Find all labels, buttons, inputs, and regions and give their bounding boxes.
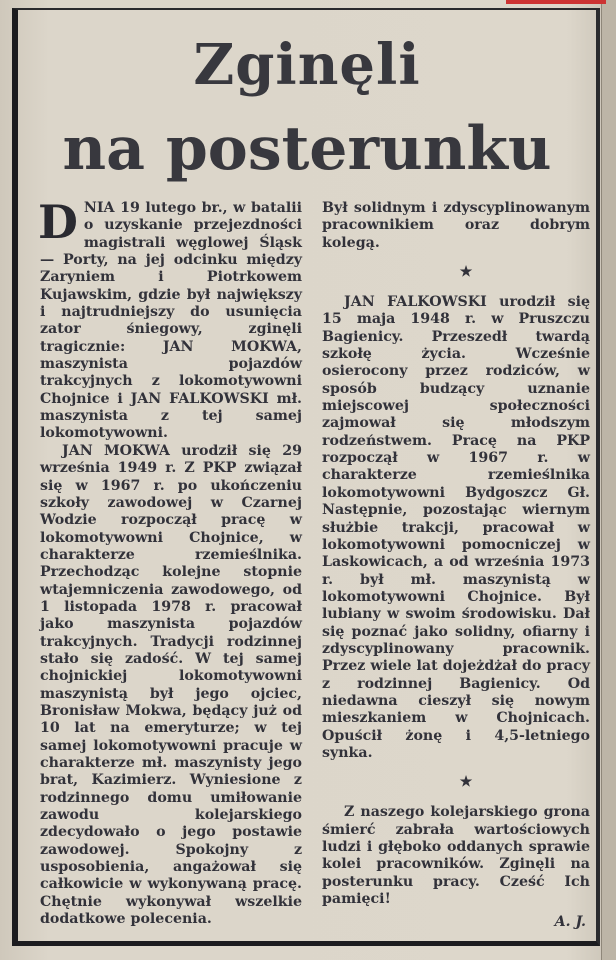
right-paragraph-3: Z naszego kolejarskiego grona śmierć zabrała wartościowych ludzi i głęboko oddanych sprawie kolei pracowników. Zginęli na posterunku pracy. Cześć Ich pamięci! bbox=[322, 804, 590, 908]
left-paragraph-1 bbox=[38, 195, 302, 443]
article-frame bbox=[12, 8, 600, 946]
drop-cap: D bbox=[38, 195, 78, 249]
adjacent-page-edge bbox=[601, 0, 616, 960]
left-column bbox=[38, 195, 302, 928]
red-print-mark bbox=[506, 0, 606, 4]
author-signature: A. J. bbox=[554, 914, 586, 931]
headline-line-1: Zginęli bbox=[193, 32, 421, 98]
left-paragraph-2: JAN MOKWA urodził się 29 września 1949 r. Z PKP związał się w 1967 r. po ukończeniu szkoły zawodowej w Czarnej Wodzie rozpoczął pracę w lokomotywowni Chojnice, w charakterze rzemieślnika. Przechodząc kolejne stopnie wtajemniczenia zawodowego, od 1 listopada 1978 r. pracował jako maszynista pojazdów trakcyjnych. Tradycji rodzinnej stało się zadość. W tej samej chojnickiej lokomotywowni maszynistą był jego ojciec, Bronisław Mokwa, będący już od 10 lat na emeryturze; w tej samej lokomotywowni pracuje w charakterze mł. maszynisty jego brat, Kazimierz. Wyniesione z rodzinnego domu umiłowanie zawodu kolejarskiego zdecydowało o jego postawie zawodowej. Spokojny z usposobienia, angażował się całkowicie w wykonywaną pracę. Chętnie wykonywał wszelkie dodatkowe polecenia. bbox=[40, 442, 302, 928]
right-column bbox=[322, 200, 590, 931]
right-paragraph-2: JAN FALKOWSKI urodził się 15 maja 1948 r. w Pruszczu Bagienicy. Przeszedł twardą szkołę życia. Wcześnie osierocony przez rodziców, w sposób budzący uznanie miejscowej społeczności zajmował się młodszym rodzeństwem. Pracę na PKP rozpoczął w 1967 r. w charakterze rzemieślnika lokomotywowni Bydgoszcz Gł. Następnie, pozostając wiernym służbie trakcji, pracował w lokomotywowni pomocniczej w Laskowicach, a od września 1973 r. był mł. maszynistą w lokomotywowni Chojnice. Był lubiany w swoim środowisku. Dał się poznać jako solidny, ofiarny i zdyscyplinowany pracownik. Przez wiele lat dojeżdżał do pracy z rodzinnej Bagienicy. Od niedawna cieszył się nowym mieszkaniem w Chojnicach. Opuścił żonę i 4,5-letniego synka. bbox=[322, 294, 590, 761]
star-separator-1: ★ bbox=[459, 264, 473, 281]
headline-line-2: na posterunku bbox=[62, 114, 552, 184]
column-divider bbox=[311, 206, 312, 906]
star-separator-2: ★ bbox=[459, 774, 473, 791]
left-paragraph-1-text: NIA 19 lutego br., w batalii o uzyskanie przejezdności magistrali węglowej Śląsk — Porty, na jej odcinku między Zaryniem i Piotrkowem Kujawskim, gdzie był największy i najtrudniejszy do usunięcia zator śniegowy, zginęli tragicznie: JAN MOKWA, maszynista pojazdów trakcyjnych z lokomotywowni Chojnice i JAN FALKOWSKI mł. maszynista z tej samej lokomotywowni. bbox=[40, 200, 302, 442]
right-paragraph-1: Był solidnym i zdyscyplinowanym pracownikiem oraz dobrym kolegą. bbox=[322, 200, 590, 251]
